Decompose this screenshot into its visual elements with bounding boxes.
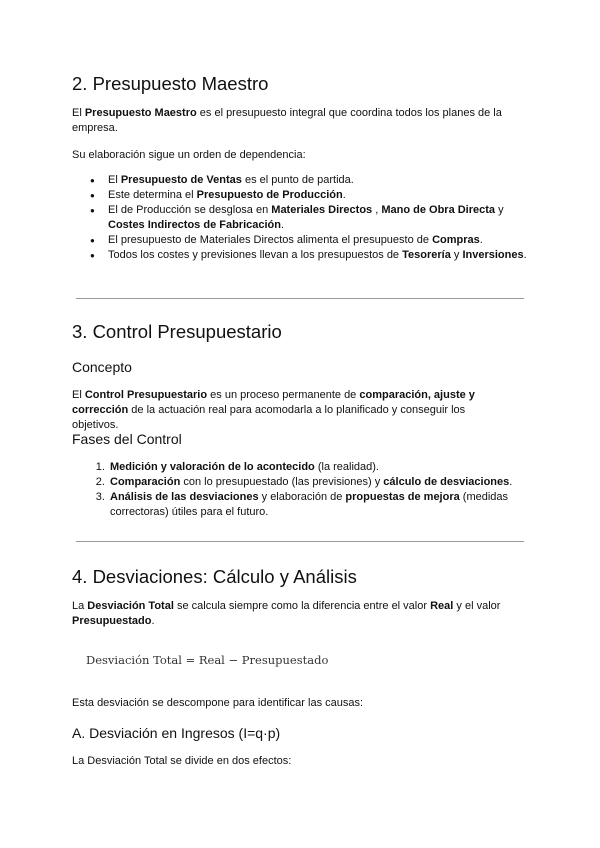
list-item: ● Este determina el Presupuesto de Producción. xyxy=(108,188,528,203)
phases-list xyxy=(72,460,528,520)
descompone-paragraph: Esta desviación se descompone para identificar las causas: xyxy=(72,697,364,709)
desviacion-formula: Desviación Total = Real − Presupuestado xyxy=(86,653,329,667)
list-item: ● El Presupuesto de Ventas es el punto de partida. xyxy=(108,173,528,188)
subheading-desviacion-ingresos: A. Desviación en Ingresos (I=q·p) xyxy=(72,725,281,741)
list-item: 2. Comparación con lo presupuestado (las previsiones) y cálculo de desviaciones. xyxy=(108,475,528,490)
divider xyxy=(76,541,524,542)
subheading-fases: Fases del Control xyxy=(72,431,182,447)
efectos-paragraph: La Desviación Total se divide en dos efectos: xyxy=(72,755,292,767)
divider xyxy=(76,298,524,299)
list-item: ● El de Producción se desglosa en Materiales Directos , Mano de Obra Directa y Costes Indirectos de Fabricación. xyxy=(108,203,528,233)
subheading-concepto: Concepto xyxy=(72,359,132,375)
intro-paragraph: El Presupuesto Maestro es el presupuesto integral que coordina todos los planes de la empresa. xyxy=(72,107,502,134)
list-item: ● El presupuesto de Materiales Directos alimenta el presupuesto de Compras. xyxy=(108,233,528,248)
list-item: 1. Medición y valoración de lo acontecido (la realidad). xyxy=(108,460,528,475)
list-item: ● Todos los costes y previsiones llevan a los presupuestos de Tesorería y Inversiones. xyxy=(108,248,528,263)
concepto-paragraph: El Control Presupuestario es un proceso permanente de comparación, ajuste y corrección de la actuación real para acomodarla a lo planificado y conseguir los objetivos. xyxy=(72,389,475,431)
section-title-presupuesto-maestro: 2. Presupuesto Maestro xyxy=(72,73,269,94)
section-title-desviaciones: 4. Desviaciones: Cálculo y Análisis xyxy=(72,566,357,587)
list-item: 3. Análisis de las desviaciones y elaboración de propuestas de mejora (medidas correctoras) útiles para el futuro. xyxy=(108,490,528,520)
section-title-control-presupuestario: 3. Control Presupuestario xyxy=(72,321,282,342)
desviacion-paragraph: La Desviación Total se calcula siempre como la diferencia entre el valor Real y el valor Presupuestado. xyxy=(72,600,501,627)
order-paragraph: Su elaboración sigue un orden de dependencia: xyxy=(72,149,306,161)
dependency-list xyxy=(72,173,528,263)
